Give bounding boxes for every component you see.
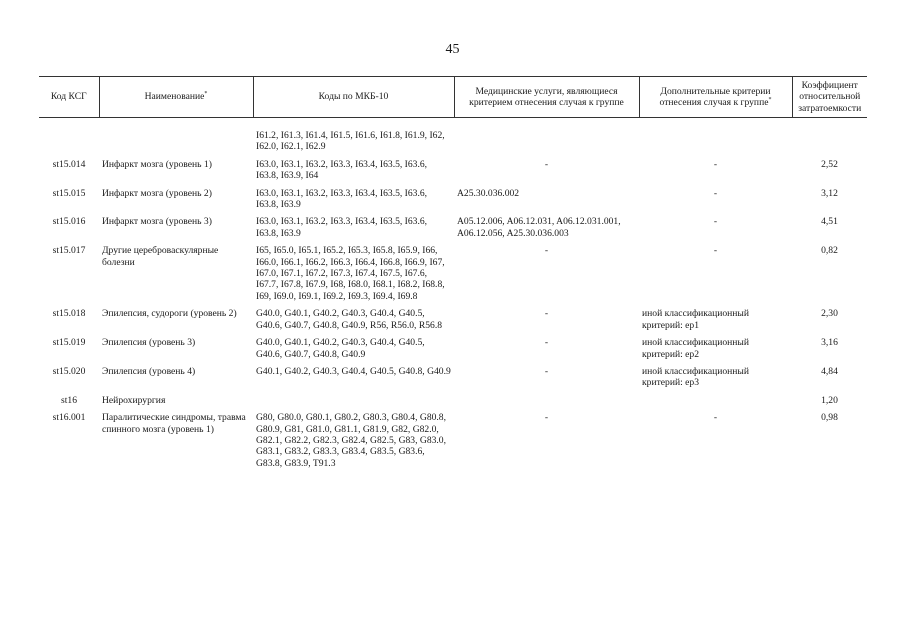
ksg-table <box>39 76 867 473</box>
additional-criteria: - <box>713 412 718 424</box>
table-row <box>39 243 867 306</box>
table-row <box>39 186 867 215</box>
ksg-name: Инфаркт мозга (уровень 1) <box>102 158 212 170</box>
table-row <box>39 410 867 473</box>
additional-criteria: иной классификационный критерий: ep2 <box>642 337 749 360</box>
mkb-codes: G40.1, G40.2, G40.3, G40.4, G40.5, G40.8, G40.9 <box>256 365 451 377</box>
mkb-codes: G80, G80.0, G80.1, G80.2, G80.3, G80.4, G80.8, G80.9, G81, G81.0, G81.1, G81.9, G82, G82.0, G82.1, G82.2, G82.3, G82.4, G82.5, G83, G83.0, G83.1, G83.2, G83.3, G83.4, G83.5, G83.6, G83.8, G83.9, T91.3 <box>256 412 447 469</box>
ksg-name: Эпилепсия (уровень 3) <box>102 337 196 349</box>
ksg-code: st15.016 <box>52 216 86 228</box>
footnote-mark: * <box>768 97 772 103</box>
mkb-codes: G40.0, G40.1, G40.2, G40.3, G40.4, G40.5, G40.6, G40.7, G40.8, G40.9 <box>256 337 425 360</box>
header-name: Наименование* <box>99 77 253 118</box>
coefficient: 2,30 <box>821 308 838 320</box>
coefficient: 3,12 <box>821 187 838 199</box>
header-med-services: Медицинские услуги, являющиеся критерием отнесения случая к группе <box>454 77 639 118</box>
coefficient: 4,51 <box>821 216 838 228</box>
ksg-code <box>39 128 99 157</box>
table-row <box>39 335 867 364</box>
mkb-codes <box>253 393 454 410</box>
coefficient: 3,16 <box>821 337 838 349</box>
coefficient: 0,82 <box>821 245 838 257</box>
med-services: - <box>544 308 549 320</box>
ksg-name: Эпилепсия (уровень 4) <box>102 365 196 377</box>
coefficient: 4,84 <box>821 365 838 377</box>
mkb-codes: I65, I65.0, I65.1, I65.2, I65.3, I65.8, I65.9, I66, I66.0, I66.1, I66.2, I66.3, I66.4, I66.8, I66.9, I67, I67.0, I67.1, I67.2, I67.3, I67.4, I67.5, I67.6, I67.7, I67.8, I67.9, I68, I68.0, I68.1, I68.2, I68.8, I69, I69.0, I69.1, I69.2, I69.3, I69.4, I69.8 <box>256 245 445 302</box>
ksg-name: Нейрохирургия <box>102 394 166 406</box>
table-row <box>39 306 867 335</box>
ksg-name: Паралитические синдромы, травма спинного мозга (уровень 1) <box>102 412 246 435</box>
additional-criteria: иной классификационный критерий: ep1 <box>642 308 749 331</box>
additional-criteria: иной классификационный критерий: ep3 <box>642 365 749 389</box>
ksg-code: st15.018 <box>52 308 86 320</box>
med-services: A25.30.036.002 <box>457 187 520 199</box>
table-header-row <box>39 77 867 118</box>
header-code: Код КСГ <box>39 77 99 118</box>
med-services: A05.12.006, A06.12.031, A06.12.031.001, A06.12.056, A25.30.036.003 <box>457 216 621 239</box>
med-services: - <box>544 337 549 349</box>
ksg-code: st15.015 <box>52 187 86 199</box>
table-row <box>39 214 867 243</box>
header-mkb: Коды по МКБ-10 <box>253 77 454 118</box>
ksg-name: Эпилепсия, судороги (уровень 2) <box>102 308 237 320</box>
ksg-code: st15.019 <box>52 337 86 349</box>
table-row <box>39 393 867 410</box>
table-row <box>39 128 867 157</box>
mkb-codes: I63.0, I63.1, I63.2, I63.3, I63.4, I63.5, I63.6, I63.8, I63.9 <box>256 187 428 211</box>
additional-criteria: - <box>713 158 718 170</box>
med-services: - <box>544 158 549 170</box>
table-row <box>39 364 867 393</box>
coefficient: 1,20 <box>821 394 838 406</box>
header-additional-criteria: Дополнительные критерии отнесения случая к группе* <box>639 77 792 118</box>
ksg-name <box>99 128 253 157</box>
coefficient <box>792 128 867 157</box>
ksg-name: Другие цереброваскулярные болезни <box>102 245 219 268</box>
ksg-name: Инфаркт мозга (уровень 3) <box>102 216 212 228</box>
additional-criteria: - <box>713 245 718 257</box>
footnote-mark: * <box>204 91 208 98</box>
med-services <box>454 128 639 157</box>
additional-criteria <box>639 128 792 157</box>
page-number: 45 <box>445 42 460 57</box>
header-coefficient: Коэффициент относительной затратоемкости <box>792 77 867 118</box>
med-services: - <box>544 412 549 424</box>
ksg-code: st15.014 <box>52 158 86 170</box>
table-row <box>39 157 867 186</box>
med-services: - <box>544 365 549 377</box>
mkb-codes: G40.0, G40.1, G40.2, G40.3, G40.4, G40.5, G40.6, G40.7, G40.8, G40.9, R56, R56.0, R56.8 <box>256 308 443 331</box>
ksg-code: st16 <box>61 394 77 406</box>
med-services <box>454 393 639 410</box>
ksg-code: st15.020 <box>52 365 86 377</box>
additional-criteria: - <box>713 187 718 199</box>
ksg-code: st15.017 <box>52 245 86 257</box>
additional-criteria <box>639 393 792 410</box>
mkb-codes: I63.0, I63.1, I63.2, I63.3, I63.4, I63.5, I63.6, I63.8, I63.9 <box>256 216 428 239</box>
mkb-codes: I63.0, I63.1, I63.2, I63.3, I63.4, I63.5, I63.6, I63.8, I63.9, I64 <box>256 158 428 182</box>
coefficient: 0,98 <box>821 412 838 424</box>
mkb-codes: I61.2, I61.3, I61.4, I61.5, I61.6, I61.8, I61.9, I62, I62.0, I62.1, I62.9 <box>256 130 445 153</box>
ksg-name: Инфаркт мозга (уровень 2) <box>102 187 212 199</box>
med-services: - <box>544 245 549 257</box>
additional-criteria: - <box>713 216 718 228</box>
ksg-code: st16.001 <box>52 412 86 424</box>
coefficient: 2,52 <box>821 158 838 170</box>
